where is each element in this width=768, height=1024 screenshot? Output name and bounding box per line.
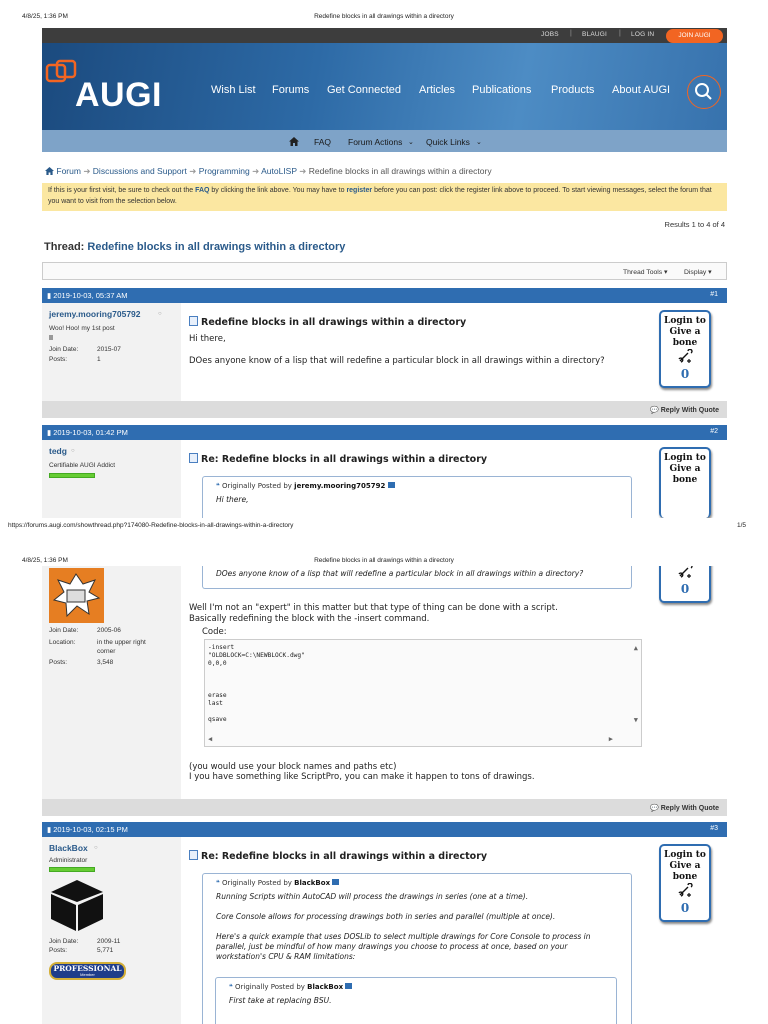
search-icon xyxy=(688,76,720,108)
document-icon xyxy=(189,453,198,463)
breadcrumb-autolisp[interactable]: AutoLISP xyxy=(261,166,297,176)
register-link[interactable]: register xyxy=(346,187,373,194)
augi-logo[interactable]: AUGI xyxy=(75,76,162,114)
nested-quote-block: ❝ Originally Posted by BlackBox First take at replacing BSU. xyxy=(215,977,617,1024)
user-title: Woo! Hoo! my 1st post xyxy=(49,325,115,332)
give-bone-widget[interactable] xyxy=(659,566,711,603)
display-menu[interactable]: Display ▾ xyxy=(684,269,712,276)
view-post-icon[interactable] xyxy=(345,983,352,989)
quote-block: ❝ Originally Posted by BlackBox Running Scripts within AutoCAD will process the drawings in series (one at a time). Core Console allows for processing drawings both in series and parallel (multiple at once). Here's a quick example that uses DOSLib to select multiple drawings for Core Console to process in parallel, just be mindful of how many drawings you choose to process at once, based on your workstation's CPU & RAM limitations: ❝ Originally Posted by BlackBox First take at replacing BSU. xyxy=(202,873,632,1024)
document-icon xyxy=(189,316,198,326)
username[interactable]: jeremy.mooring705792 xyxy=(49,309,141,319)
blaugi-link[interactable]: BLAUGI xyxy=(582,31,608,38)
scroll-left-arrow[interactable]: ◀ xyxy=(208,735,213,743)
post-number[interactable]: #1 xyxy=(710,291,718,298)
post-2 xyxy=(42,425,727,518)
bone-icon xyxy=(677,566,693,580)
post-body-line: I you have something like ScriptPro, you can make it happen to tons of drawings. xyxy=(189,772,535,782)
print-header xyxy=(0,11,768,21)
reputation-icon xyxy=(49,335,53,340)
give-bone-widget[interactable]: Login to Give a bone 0 xyxy=(659,844,711,922)
breadcrumb-forum[interactable]: Forum xyxy=(56,166,81,176)
results-count: Results 1 to 4 of 4 xyxy=(664,220,725,229)
quote-block: DOes anyone know of a lisp that will redefine a particular block in all drawings within a directory? xyxy=(202,566,632,589)
quote-icon: ❝ xyxy=(216,879,220,887)
quote-author: BlackBox xyxy=(294,879,331,887)
faq-link[interactable]: FAQ xyxy=(314,137,332,147)
user-info xyxy=(42,440,181,518)
user-title: Administrator xyxy=(49,857,88,864)
first-visit-notice: If this is your first visit, be sure to check out the FAQ by clicking the link above. You may have to register before you can post: click the register link above to proceed. To start viewing messages, select the forum that you want to visit from the selection below. xyxy=(42,183,727,211)
offline-status-icon: ○ xyxy=(94,845,98,851)
chevron-down-icon: ⌄ xyxy=(408,139,414,146)
quote-icon: 💬 xyxy=(650,805,659,812)
username[interactable]: tedg xyxy=(49,446,67,456)
post-header: ▮ 2019-10-03, 02:15 PM #3 xyxy=(42,822,727,837)
breadcrumb: Forum ➜ Discussions and Support ➜ Programming ➜ AutoLISP ➜ Redefine blocks in all drawings within a directory xyxy=(45,166,492,177)
post-1 xyxy=(42,288,727,418)
nav-wish-list[interactable]: Wish List xyxy=(211,84,256,96)
quote-icon: ❝ xyxy=(229,983,233,991)
home-icon[interactable] xyxy=(289,137,299,146)
reply-with-quote-button[interactable]: 💬 Reply With Quote xyxy=(650,407,719,414)
scroll-down-arrow[interactable]: ▼ xyxy=(633,716,638,724)
thread-tools-bar xyxy=(42,262,727,280)
thread-title-link[interactable]: Redefine blocks in all drawings within a directory xyxy=(87,241,346,253)
augi-logo-icon xyxy=(45,59,79,93)
search-button[interactable] xyxy=(687,75,721,109)
forum-actions-menu[interactable]: Forum Actions xyxy=(348,137,403,147)
avatar[interactable] xyxy=(49,568,104,623)
post-2-continued xyxy=(42,566,727,818)
view-post-icon[interactable] xyxy=(332,879,339,885)
join-augi-button[interactable]: JOIN AUGI xyxy=(666,29,723,43)
post-number[interactable]: #2 xyxy=(710,428,718,435)
offline-status-icon: ○ xyxy=(158,311,162,317)
site-header xyxy=(42,28,727,130)
post-3 xyxy=(42,822,727,1024)
scroll-right-arrow[interactable]: ▶ xyxy=(608,735,613,743)
print-header xyxy=(0,555,768,565)
nav-publications[interactable]: Publications xyxy=(472,84,532,96)
post-date: 2019-10-03, 02:15 PM xyxy=(53,825,128,834)
post-title: Redefine blocks in all drawings within a directory xyxy=(189,316,466,328)
sub-nav-bar xyxy=(42,130,727,152)
professional-member-badge: PROFESSIONAL Member xyxy=(49,962,126,980)
faq-notice-link[interactable]: FAQ xyxy=(195,187,210,194)
print-page-number: 1/5 xyxy=(736,522,746,529)
post-date: 2019-10-03, 05:37 AM xyxy=(53,291,128,300)
view-post-icon[interactable] xyxy=(388,482,395,488)
print-footer xyxy=(0,520,768,530)
post-body-line: Basically redefining the block with the -insert command. xyxy=(189,614,430,624)
post-title: Re: Redefine blocks in all drawings within a directory xyxy=(189,850,487,862)
post-number[interactable]: #3 xyxy=(710,825,718,832)
avatar-image xyxy=(49,568,104,623)
page-1 xyxy=(42,28,727,518)
reply-with-quote-button[interactable]: 💬 Reply With Quote xyxy=(650,805,719,812)
jobs-link[interactable]: JOBS xyxy=(541,31,559,38)
page-2 xyxy=(42,566,727,1024)
top-bar: JOBS | BLAUGI | LOG IN JOIN AUGI xyxy=(42,28,727,43)
avatar[interactable] xyxy=(49,878,105,933)
quote-author: jeremy.mooring705792 xyxy=(294,482,386,490)
nav-products[interactable]: Products xyxy=(551,84,595,96)
post-header: ▮ 2019-10-03, 01:42 PM #2 xyxy=(42,425,727,440)
nav-articles[interactable]: Articles xyxy=(419,84,456,96)
post-header: ▮ 2019-10-03, 05:37 AM #1 xyxy=(42,288,727,303)
post-body-line: (you would use your block names and paths etc) xyxy=(189,762,397,772)
breadcrumb-discussions[interactable]: Discussions and Support xyxy=(92,166,187,176)
give-bone-widget[interactable]: Login to Give a bone xyxy=(659,447,711,518)
chevron-down-icon: ⌄ xyxy=(476,139,482,146)
bone-count: 0 xyxy=(680,582,690,596)
breadcrumb-current: Redefine blocks in all drawings within a directory xyxy=(308,166,492,176)
print-title: Redefine blocks in all drawings within a directory xyxy=(314,13,454,20)
print-datetime: 4/8/25, 1:36 PM xyxy=(22,13,68,20)
quote-block: ❝ Originally Posted by jeremy.mooring705792 Hi there, xyxy=(202,476,632,518)
home-icon[interactable] xyxy=(45,167,54,175)
reputation-bar xyxy=(49,473,95,478)
scroll-up-arrow[interactable]: ▲ xyxy=(633,644,638,652)
post-footer xyxy=(42,799,727,816)
post-body-line: Hi there, xyxy=(189,334,226,344)
bone-icon xyxy=(677,883,693,899)
offline-status-icon: ○ xyxy=(71,448,75,454)
user-info: Join Date: 2005-06 Location: in the upper right corner Posts: 3,548 xyxy=(42,566,181,799)
user-title: Certifiable AUGI Addict xyxy=(49,462,116,469)
bone-icon xyxy=(677,349,693,365)
nav-about-augi[interactable]: About AUGI xyxy=(612,84,671,96)
quote-icon: 💬 xyxy=(650,407,659,414)
code-block[interactable]: -insert "OLDBLOCK=C:\NEWBLOCK.dwg" 0,0,0 erase last qsave ▲ ▼ ◀ ▶ xyxy=(204,639,642,747)
nav-get-connected[interactable]: Get Connected xyxy=(327,84,401,96)
code-label: Code: xyxy=(202,627,227,637)
print-url: https://forums.augi.com/showthread.php?174080-Redefine-blocks-in-all-drawings-within-a-directory xyxy=(8,522,294,529)
print-title: Redefine blocks in all drawings within a directory xyxy=(314,557,454,564)
thread-title: Thread: Redefine blocks in all drawings within a directory xyxy=(44,241,346,253)
print-datetime: 4/8/25, 1:36 PM xyxy=(22,557,68,564)
user-info: BlackBox ○ Administrator Join Date: 2009-11 Posts: 5,771 PROFESSIONAL Member xyxy=(42,837,181,1024)
quick-links-menu[interactable]: Quick Links xyxy=(426,137,470,147)
reputation-bar xyxy=(49,867,95,872)
nav-forums[interactable]: Forums xyxy=(272,84,310,96)
give-bone-widget[interactable]: Login to Give a bone 0 xyxy=(659,310,711,388)
bone-count: 0 xyxy=(680,367,690,381)
post-date: 2019-10-03, 01:42 PM xyxy=(53,428,128,437)
post-footer xyxy=(42,401,727,418)
post-body-line: Well I'm not an "expert" in this matter but that type of thing can be done with a script. xyxy=(189,603,558,613)
thread-tools-menu[interactable]: Thread Tools ▾ xyxy=(623,269,668,276)
bone-count: 0 xyxy=(680,901,690,915)
user-info: jeremy.mooring705792 ○ Woo! Hoo! my 1st post Join Date: 2015-07 Posts: 1 xyxy=(42,303,181,401)
quote-icon: ❝ xyxy=(216,482,220,490)
post-body-line: DOes anyone know of a lisp that will redefine a particular block in all drawings within a directory? xyxy=(189,356,605,366)
quote-author: BlackBox xyxy=(307,983,344,991)
breadcrumb-programming[interactable]: Programming xyxy=(198,166,250,176)
post-title: Re: Redefine blocks in all drawings within a directory xyxy=(189,453,487,465)
document-icon xyxy=(189,850,198,860)
username[interactable]: BlackBox xyxy=(49,843,88,853)
login-link[interactable]: LOG IN xyxy=(631,31,655,38)
